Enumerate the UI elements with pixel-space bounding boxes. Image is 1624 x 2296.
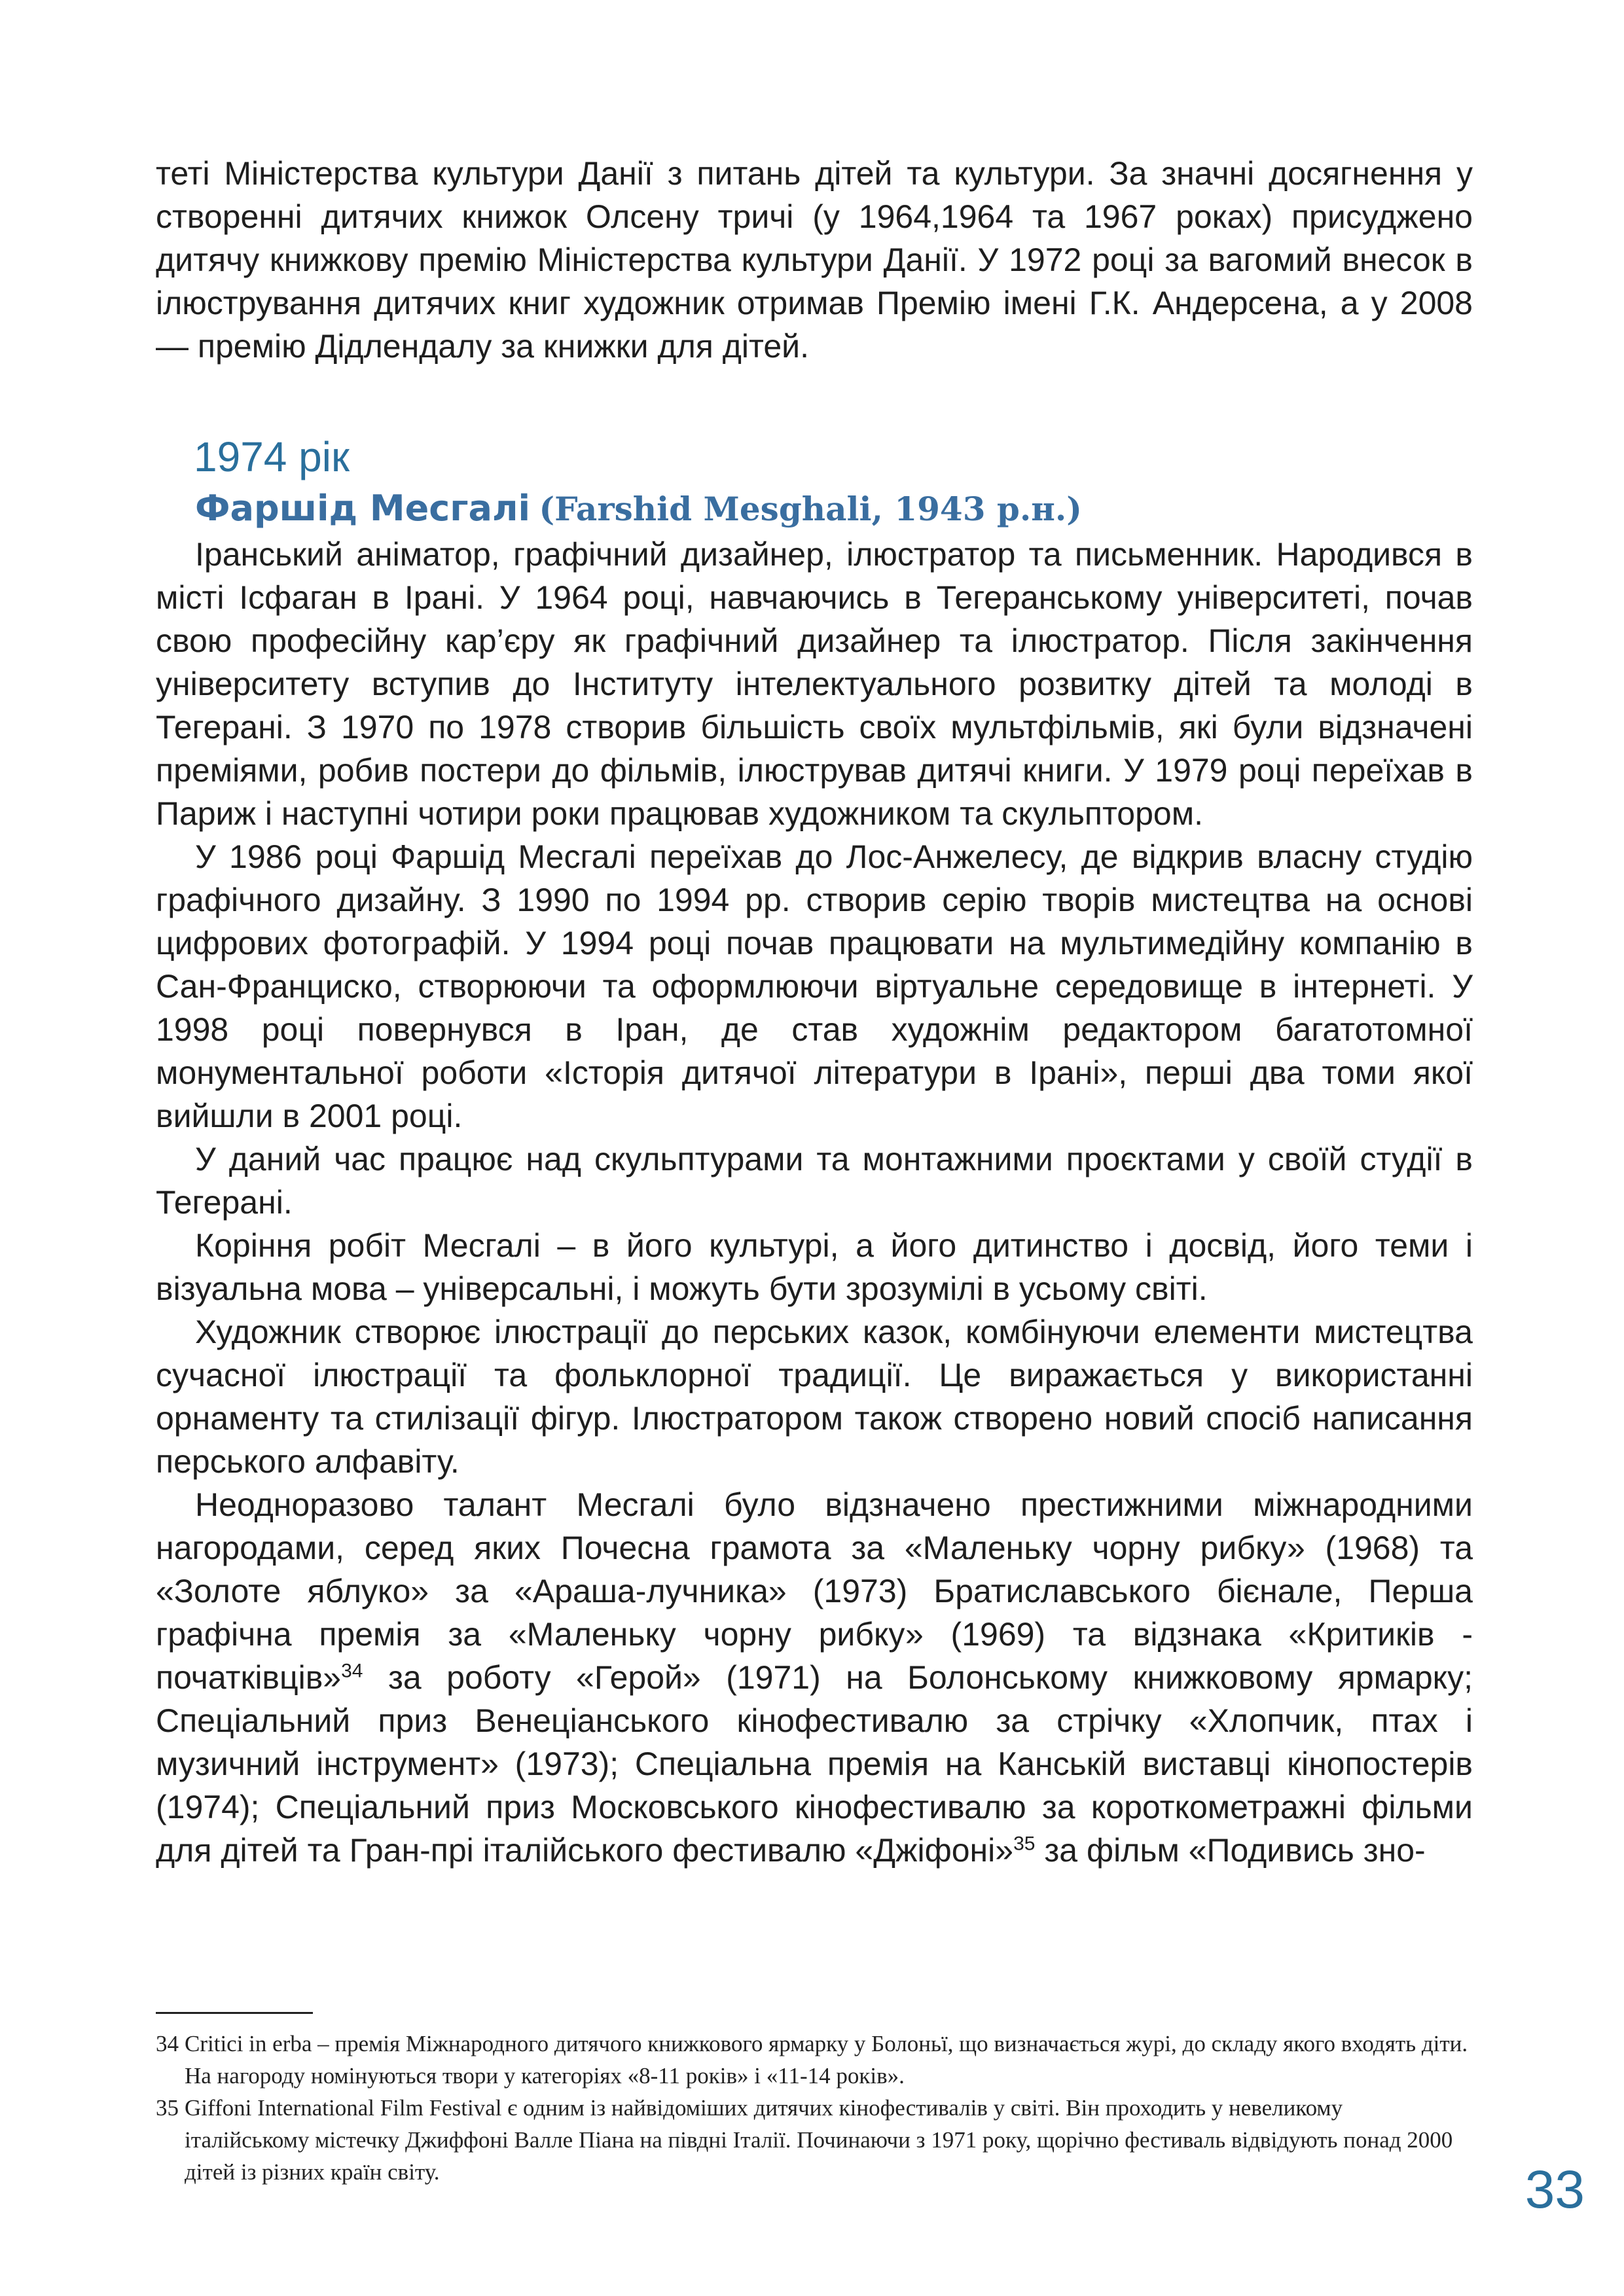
body-paragraph-1: Іранський аніматор, графічний дизайнер, ілюстратор та письменник. Народився в місті Ісфаган в Ірані. У 1964 році, навчаючись в Тегеранському університеті, почав свою професійну кар’єру як графічний дизайнер та ілюстратор. Після закінчення університету вступив до Інституту інтелектуального розвитку дітей та молоді в Тегерані. З 1970 по 1978 створив більшість своїх мультфільмів, які були відзначені преміями, робив постери до фільмів, ілюстрував дитячі книги. У 1979 році переїхав в Париж і наступні чотири роки працював художником та скульптором. [156, 536, 1473, 832]
footnote-number: 35 [156, 2095, 179, 2121]
page-number: 33 [1525, 2160, 1585, 2219]
body-paragraph-6 [156, 1483, 1473, 1872]
footnote-ref-34[interactable]: 34 [341, 1660, 363, 1682]
body-paragraph-5: Художник створює ілюстрації до перських казок, комбінуючи елементи мистецтва сучасної ілюстрації та фольклорної традиції. Це виражається у використанні орнаменту та стилізації фігур. Ілюстратором також створено новий спосіб написання перського алфавіту. [156, 1314, 1473, 1480]
artist-heading [195, 486, 1082, 532]
artist-latin-name: (Farshid Mesghali, 1943 р.н.) [539, 490, 1082, 528]
footnote-34 [156, 2028, 1473, 2092]
footnote-divider [156, 2012, 313, 2014]
body-paragraph-6-part2: за роботу «Герой» (1971) на Болонському книжковому ярмарку; Спеціальний приз Венеціанського кінофестивалю за стрічку «Хлопчик, птах і музичний інструмент» (1973); Спеціальна премія на Канській виставці кінопостерів (1974); Спеціальний приз Московського кінофестивалю за короткометражні фільми для дітей та Гран-прі італійського фестивалю «Джіфоні» [156, 1659, 1473, 1869]
body-paragraph-4: Коріння робіт Месгалі – в його культурі, а його дитинство і досвід, його теми і візуальна мова – універсальні, і можуть бути зрозумілі в усьому світі. [156, 1227, 1473, 1307]
footnotes-block [156, 2028, 1473, 2188]
footnote-ref-35[interactable]: 35 [1013, 1833, 1036, 1855]
intro-text-block [156, 152, 1473, 368]
section-year-heading: 1974 рік [194, 433, 350, 480]
body-paragraph-6-part1: Неодноразово талант Месгалі було відзначено престижними міжнародними нагородами, серед яких Почесна грамота за «Маленьку чорну рибку» (1968) та «Золоте яблуко» за «Араша-лучника» (1973) Братиславського бієнале, Перша графічна премія за «Маленьку чорну рибку» (1969) та відзнака «Критиків - початківців» [156, 1486, 1473, 1696]
intro-paragraph: теті Міністерства культури Данії з питань дітей та культури. За значні досягнення у створенні дитячих книжок Олсену тричі (у 1964,1964 та 1967 роках) присуджено дитячу книжкову премію Міністерства культури Данії. У 1972 році за вагомий внесок в ілюстрування дитячих книг художник отримав Премію імені Г.К. Андерсена, а у 2008 — премію Дідлендалу за книжки для дітей. [156, 155, 1473, 365]
footnote-35 [156, 2092, 1473, 2188]
footnote-number: 34 [156, 2031, 179, 2056]
body-paragraph-3: У даний час працює над скульптурами та монтажними проєктами у своїй студії в Тегерані. [156, 1141, 1473, 1221]
body-paragraph-2: У 1986 році Фаршід Месгалі переїхав до Лос-Анжелесу, де відкрив власну студію графічного дизайну. З 1990 по 1994 рр. створив серію творів мистецтва на основі цифрових фотографій. У 1994 році почав працювати на мультимедійну компанію в Сан-Франциско, створюючи та оформлюючи віртуальне середовище в інтернеті. У 1998 році повернувся в Іран, де став художнім редактором багатотомної монументальної роботи «Історія дитячої літератури в Ірані», перші два томи якої вийшли в 2001 році. [156, 838, 1473, 1134]
footnote-text: Critici in erba – премія Міжнародного дитячого книжкового ярмарку у Болоньї, що визначається журі, до складу якого входять діти. На нагороду номінуються твори у категоріях «8-11 років» і «11-14 років». [185, 2031, 1468, 2089]
body-paragraph-6-part3: за фільм «Подивись зно- [1035, 1832, 1426, 1869]
artist-name: Фаршід Месгалі [195, 488, 530, 529]
biography-text-block [156, 533, 1473, 1872]
footnote-text: Giffoni International Film Festival є одним із найвідоміших дитячих кінофестивалів у світі. Він проходить у невеликому італійському містечку Джиффоні Валле Піана на півдні Італії. Починаючи з 1971 року, щорічно фестиваль відвідують понад 2000 дітей із різних країн світу. [185, 2095, 1453, 2185]
